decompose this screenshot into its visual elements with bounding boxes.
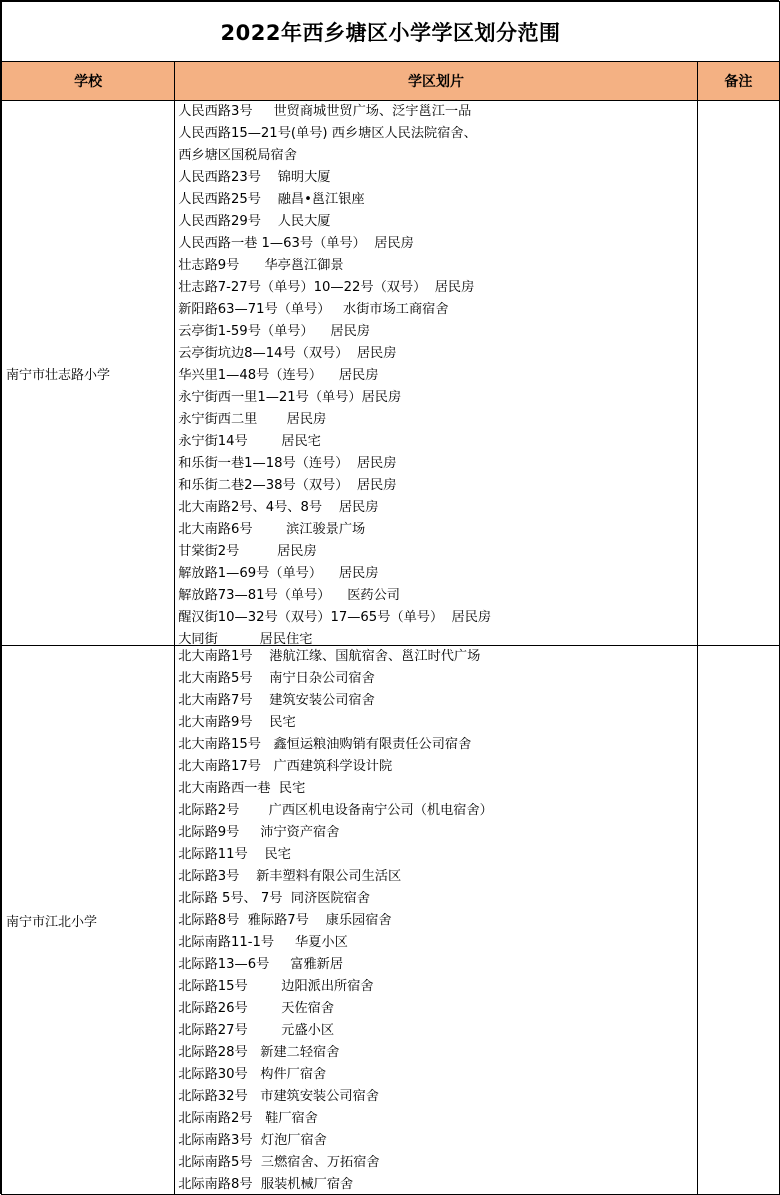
zone-line: 人民西路3号 世贸商城世贸广场、泛宇邕江一品: [178, 104, 472, 119]
zone-line: 人民西路29号 人民大厦: [178, 214, 331, 229]
zone-line: 人民西路15—21号(单号) 西乡塘区人民法院宿舍、: [178, 126, 477, 141]
table-row: [2, 101, 780, 646]
zone-line: 北际路8号 雅际路7号 康乐园宿舍: [178, 913, 392, 928]
zone-line: 北大南路17号 广西建筑科学设计院: [178, 759, 393, 774]
zone-lines: [178, 101, 697, 645]
table-row: [2, 646, 780, 1195]
school-cell[interactable]: 南宁市壮志路小学: [2, 101, 175, 646]
zone-line: 北际南路2号 鞋厂宿舍: [178, 1111, 318, 1126]
zone-line: 北际路28号 新建二轻宿舍: [178, 1045, 340, 1060]
note-cell[interactable]: [697, 101, 779, 646]
zone-line: 人民西路一巷 1—63号（单号） 居民房: [178, 236, 414, 251]
zone-line: 北大南路15号 鑫恒运粮油购销有限责任公司宿舍: [178, 737, 472, 752]
zone-line: 北际路13—6号 富雅新居: [178, 957, 344, 972]
zone-line: 永宁街西一里1—21号（单号）居民房: [178, 390, 402, 405]
zone-line: 人民西路23号 锦明大厦: [178, 170, 331, 185]
zone-lines: [178, 646, 697, 1192]
zone-line: 永宁街14号 居民宅: [178, 434, 321, 449]
zone-line: 北际路3号 新丰塑料有限公司生活区: [178, 869, 402, 884]
zone-line: 北大南路2号、4号、8号 居民房: [178, 500, 379, 515]
zone-line: 云亭街坑边8—14号（双号） 居民房: [178, 346, 397, 361]
zone-line: 新阳路63—71号（单号） 水街市场工商宿舍: [178, 302, 449, 317]
zone-line: 人民西路25号 融昌•邕江银座: [178, 192, 365, 207]
zone-line: 北际路11号 民宅: [178, 847, 291, 862]
zone-line: 北际路30号 构件厂宿舍: [178, 1067, 327, 1082]
zone-line: 大同街 居民住宅: [178, 632, 313, 645]
zone-line: 北大南路5号 南宁日杂公司宿舍: [178, 671, 375, 686]
zone-line: 西乡塘区国税局宿舍: [178, 148, 297, 163]
zone-line: 北大南路9号 民宅: [178, 715, 296, 730]
zone-cell[interactable]: [175, 646, 698, 1195]
zone-line: 解放路1—69号（单号） 居民房: [178, 566, 379, 581]
table-title: 2022年西乡塘区小学学区划分范围: [2, 2, 780, 62]
zone-line: 北际路15号 边阳派出所宿舍: [178, 979, 374, 994]
zone-line: 永宁街西二里 居民房: [178, 412, 327, 427]
header-note: 备注: [697, 62, 779, 101]
header-zone: 学区划片: [175, 62, 698, 101]
zone-line: 云亭街1-59号（单号） 居民房: [178, 324, 370, 339]
zone-line: 北大南路西一巷 民宅: [178, 781, 306, 796]
zone-line: 北际路9号 沛宁资产宿舍: [178, 825, 340, 840]
zone-line: 北际路 5号、 7号 同济医院宿舍: [178, 891, 371, 906]
zone-line: 北际南路11-1号 华夏小区: [178, 935, 348, 950]
header-school: 学校: [2, 62, 175, 101]
zone-line: 壮志路9号 华亭邕江御景: [178, 258, 344, 273]
zone-line: 北际路27号 元盛小区: [178, 1023, 335, 1038]
zone-cell[interactable]: [175, 101, 698, 646]
zone-line: 解放路73—81号（单号） 医药公司: [178, 588, 400, 603]
zone-line: 北大南路7号 建筑安装公司宿舍: [178, 693, 375, 708]
zone-line: 北际南路3号 灯泡厂宿舍: [178, 1133, 327, 1148]
zone-line: 北际路32号 市建筑安装公司宿舍: [178, 1089, 379, 1104]
header-row: [2, 62, 780, 101]
zone-line: 北大南路1号 港航江缘、国航宿舍、邕江时代广场: [178, 649, 481, 664]
zone-line: 壮志路7-27号（单号）10—22号（双号） 居民房: [178, 280, 475, 295]
zone-line: 北际南路5号 三燃宿舍、万拓宿舍: [178, 1155, 380, 1170]
zone-line: 华兴里1—48号（连号） 居民房: [178, 368, 379, 383]
note-cell[interactable]: [697, 646, 779, 1195]
district-table: [1, 1, 780, 1195]
zone-line: 北大南路6号 滨江骏景广场: [178, 522, 366, 537]
zone-line: 北际路26号 天佐宿舍: [178, 1001, 335, 1016]
zone-line: 和乐街二巷2—38号（双号） 居民房: [178, 478, 397, 493]
zone-line: 醒汉街10—32号（双号）17—65号（单号） 居民房: [178, 610, 492, 625]
zone-line: 北际路2号 广西区机电设备南宁公司（机电宿舍）: [178, 803, 493, 818]
zone-line: 北际南路8号 服装机械厂宿舍: [178, 1177, 354, 1192]
zone-line: 甘棠街2号 居民房: [178, 544, 317, 559]
school-cell[interactable]: 南宁市江北小学: [2, 646, 175, 1195]
zone-line: 和乐街一巷1—18号（连号） 居民房: [178, 456, 397, 471]
